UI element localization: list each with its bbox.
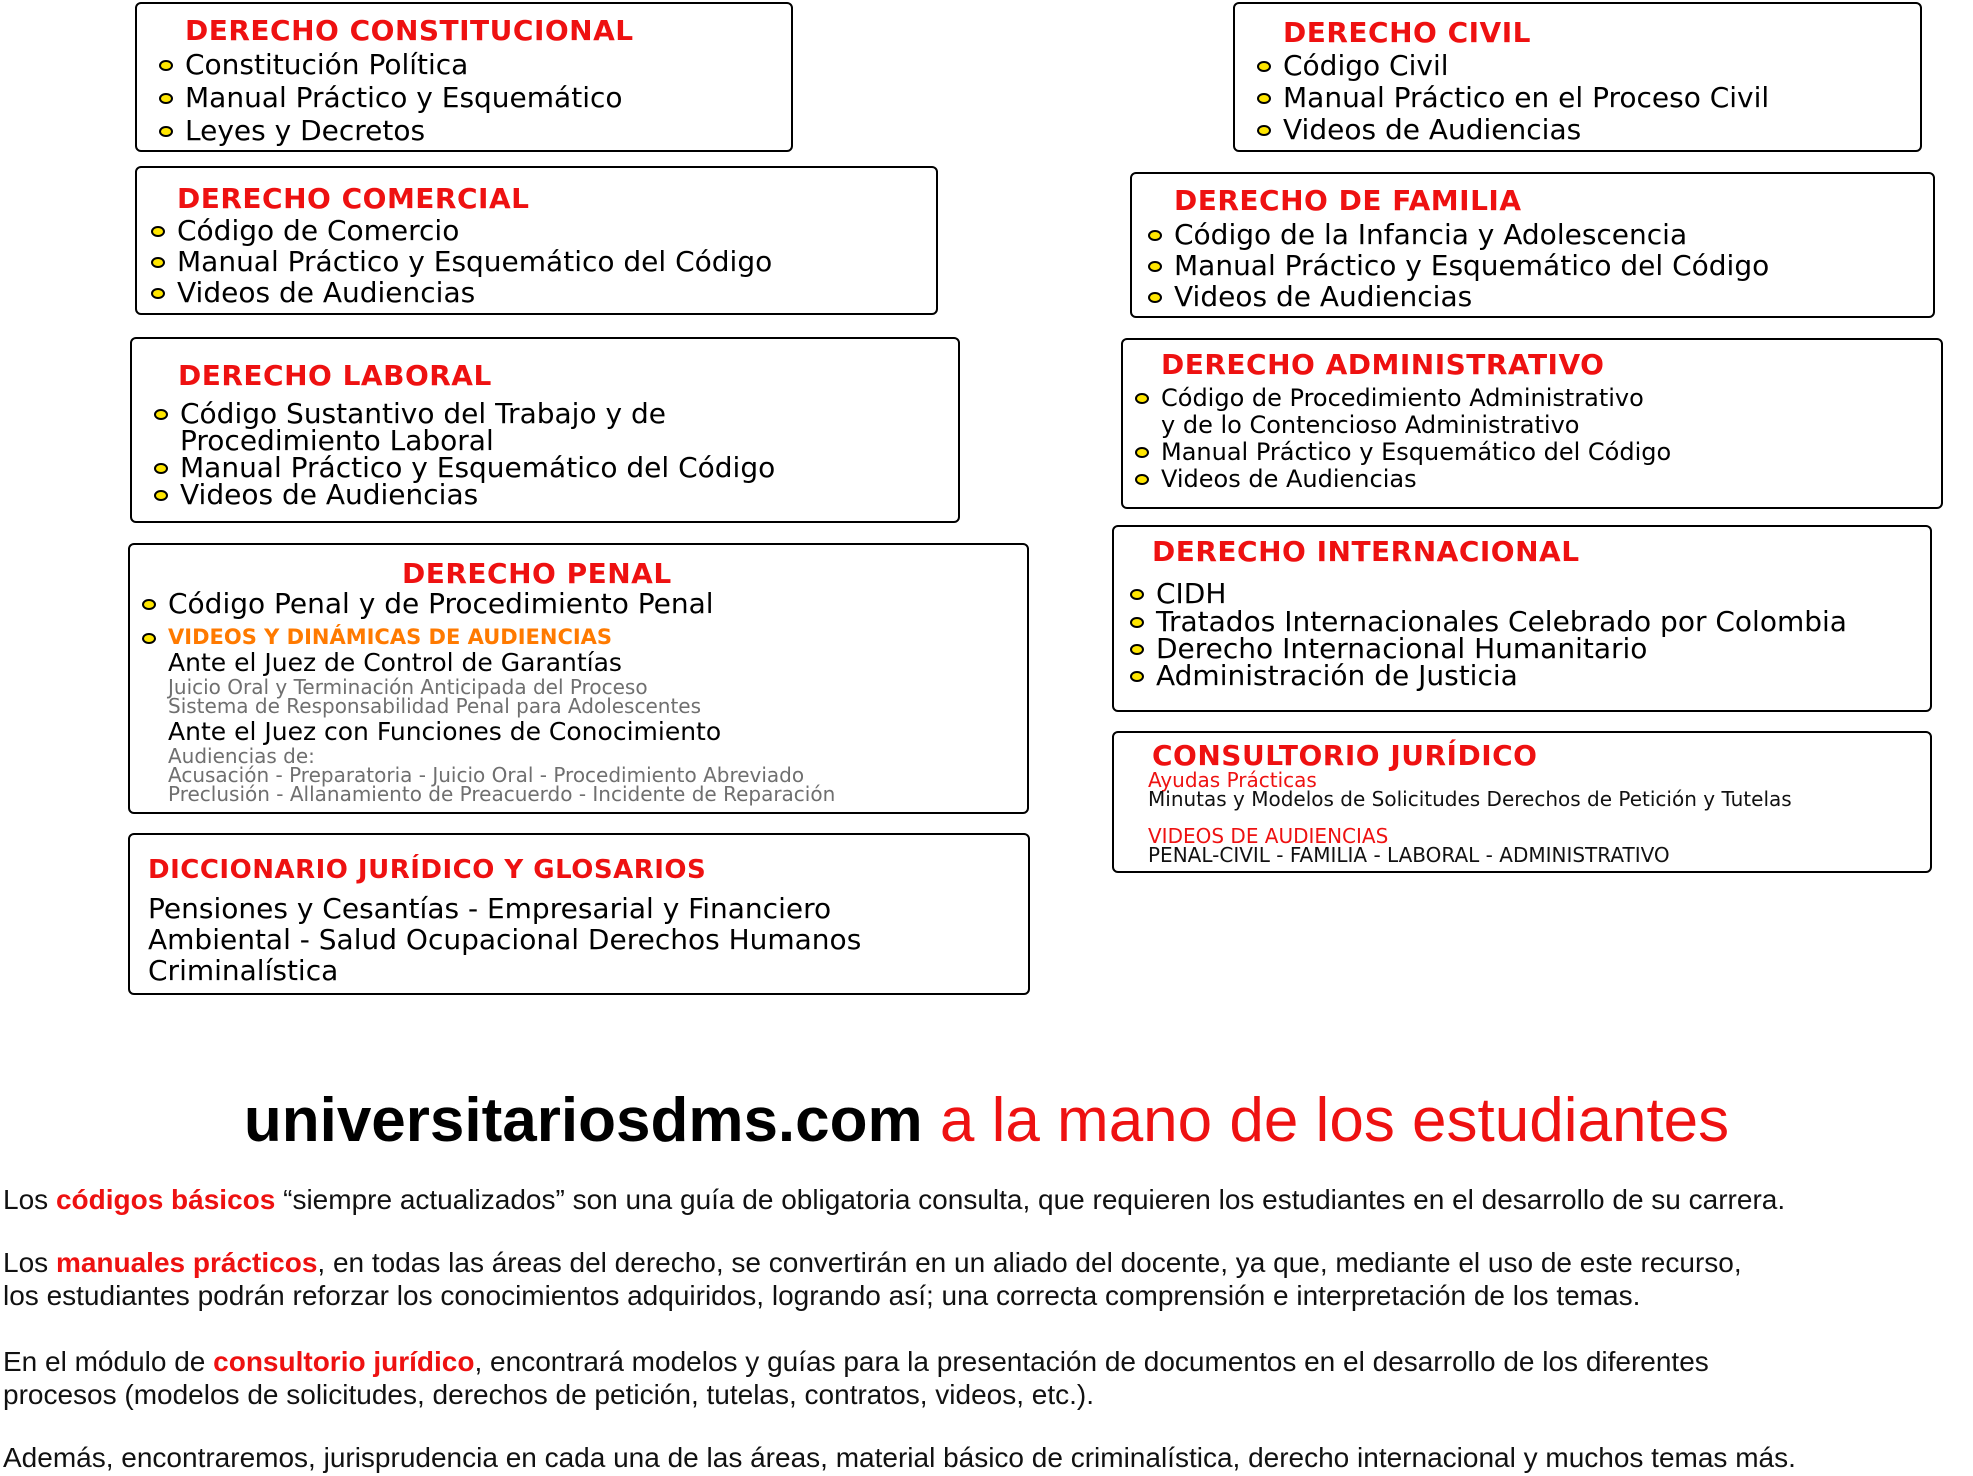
box-title: DERECHO ADMINISTRATIVO — [1161, 348, 1605, 381]
box-derecho-civil[interactable] — [1233, 2, 1922, 152]
list-item[interactable]: Administración de Justicia — [1156, 659, 1518, 692]
highlight-consultorio: consultorio jurídico — [213, 1346, 475, 1377]
conocimiento-heading[interactable]: Ante el Juez con Funciones de Conocimiento — [168, 717, 722, 746]
box-title: DERECHO CIVIL — [1283, 16, 1531, 49]
diccionario-line[interactable]: Ambiental - Salud Ocupacional Derechos Humanos — [148, 923, 862, 956]
list-item[interactable]: Constitución Política — [185, 48, 469, 81]
text-span: , encontrará modelos y guías para la presentación de documentos en el desarrollo de los diferentes — [474, 1346, 1709, 1377]
box-derecho-penal[interactable] — [128, 543, 1029, 814]
list-item[interactable]: Manual Práctico y Esquemático del Código — [1161, 438, 1672, 466]
box-title: DERECHO CONSTITUCIONAL — [185, 14, 634, 47]
videos-text[interactable]: PENAL-CIVIL - FAMILIA - LABORAL - ADMINISTRATIVO — [1148, 843, 1670, 867]
list-item-continuation[interactable]: y de lo Contencioso Administrativo — [1161, 411, 1580, 439]
list-item-continuation[interactable]: Procedimiento Laboral — [180, 424, 494, 457]
text-span: En el módulo de — [3, 1346, 214, 1377]
box-derecho-familia[interactable] — [1130, 172, 1935, 318]
list-item[interactable]: Manual Práctico en el Proceso Civil — [1283, 81, 1770, 114]
text-span: “siempre actualizados” son una guía de obligatoria consulta, que requieren los estudiantes en el desarrollo de su carrera. — [275, 1184, 1786, 1215]
paragraph-consultorio — [3, 1345, 1709, 1411]
box-title: DERECHO DE FAMILIA — [1174, 184, 1522, 217]
conocimiento-line[interactable]: Acusación - Preparatoria - Juicio Oral - Procedimiento Abreviado — [168, 763, 805, 787]
paragraph-codigos — [3, 1183, 1785, 1216]
bullet-dot — [142, 633, 156, 644]
box-derecho-internacional[interactable] — [1112, 525, 1932, 712]
list-item[interactable]: Leyes y Decretos — [185, 114, 426, 147]
ayudas-text[interactable]: Minutas y Modelos de Solicitudes Derechos de Petición y Tutelas — [1148, 787, 1792, 811]
diccionario-line[interactable]: Pensiones y Cesantías - Empresarial y Financiero — [148, 892, 832, 925]
list-item[interactable]: Tratados Internacionales Celebrado por Colombia — [1156, 605, 1847, 638]
text-span: procesos (modelos de solicitudes, derechos de petición, tutelas, contratos, videos, etc.). — [3, 1379, 1095, 1410]
box-derecho-laboral[interactable] — [130, 337, 960, 523]
list-item[interactable]: Videos de Audiencias — [1283, 113, 1582, 146]
conocimiento-line: Audiencias de: — [168, 744, 315, 768]
box-title: CONSULTORIO JURÍDICO — [1152, 739, 1538, 772]
list-item[interactable]: Código de Procedimiento Administrativo — [1161, 384, 1644, 412]
paragraph-ademas — [3, 1441, 1796, 1474]
box-diccionario[interactable] — [128, 833, 1030, 995]
list-item[interactable]: Videos de Audiencias — [177, 276, 476, 309]
list-item[interactable]: Código de Comercio — [177, 214, 460, 247]
box-derecho-comercial[interactable] — [135, 166, 938, 315]
list-item[interactable]: Manual Práctico y Esquemático — [185, 81, 623, 114]
list-item[interactable]: Código de la Infancia y Adolescencia — [1174, 218, 1688, 251]
list-item[interactable]: Manual Práctico y Esquemático del Código — [180, 451, 776, 484]
box-derecho-constitucional[interactable] — [135, 2, 793, 152]
text-span: los estudiantes podrán reforzar los conocimientos adquiridos, logrando así; una correcta comprensión e interpretación de los temas. — [3, 1280, 1641, 1311]
list-item[interactable]: Código Civil — [1283, 49, 1449, 82]
text-span: Los — [3, 1184, 56, 1215]
box-title: DICCIONARIO JURÍDICO Y GLOSARIOS — [148, 855, 707, 885]
conocimiento-line[interactable]: Preclusión - Allanamiento de Preacuerdo - Incidente de Reparación — [168, 782, 836, 806]
garantias-line[interactable]: Sistema de Responsabilidad Penal para Adolescentes — [168, 694, 702, 718]
list-item[interactable]: Manual Práctico y Esquemático del Código — [1174, 249, 1770, 282]
garantias-line[interactable]: Juicio Oral y Terminación Anticipada del Proceso — [168, 675, 648, 699]
highlight-codigos: códigos básicos — [55, 1184, 276, 1215]
highlight-manuales: manuales prácticos — [55, 1247, 318, 1278]
ayudas-label[interactable]: Ayudas Prácticas — [1148, 768, 1317, 792]
list-item[interactable]: Videos de Audiencias — [1174, 280, 1473, 313]
list-item[interactable]: Manual Práctico y Esquemático del Código — [177, 245, 773, 278]
list-item[interactable]: Derecho Internacional Humanitario — [1156, 632, 1648, 665]
text-span: Además, encontraremos, jurisprudencia en cada una de las áreas, material básico de criminalística, derecho internacional y muchos temas más. — [3, 1442, 1796, 1473]
list-item[interactable]: CIDH — [1156, 577, 1227, 610]
list-item[interactable]: Videos de Audiencias — [180, 478, 479, 511]
box-title: DERECHO COMERCIAL — [177, 182, 530, 215]
box-consultorio-juridico[interactable] — [1112, 731, 1932, 873]
box-title: DERECHO LABORAL — [178, 359, 492, 392]
videos-label[interactable]: VIDEOS DE AUDIENCIAS — [1148, 824, 1389, 848]
list-item[interactable]: Código Sustantivo del Trabajo y de — [180, 397, 666, 430]
site-name[interactable]: universitariosdms.com — [243, 1086, 923, 1155]
diccionario-line[interactable]: Criminalística — [148, 954, 339, 987]
paragraph-manuales — [3, 1246, 1742, 1312]
text-span: , en todas las áreas del derecho, se convertirán en un aliado del docente, ya que, mediante el uso de este recurso, — [317, 1247, 1742, 1278]
box-title: DERECHO INTERNACIONAL — [1152, 535, 1580, 568]
box-title: DERECHO PENAL — [402, 557, 672, 590]
list-item[interactable]: Código Penal y de Procedimiento Penal — [168, 587, 714, 620]
garantias-heading[interactable]: Ante el Juez de Control de Garantías — [168, 648, 622, 677]
list-item[interactable]: Videos de Audiencias — [1161, 465, 1417, 493]
box-derecho-administrativo[interactable] — [1121, 338, 1943, 509]
headline — [0, 1085, 1973, 1156]
videos-heading[interactable]: VIDEOS Y DINÁMICAS DE AUDIENCIAS — [168, 625, 613, 649]
text-span: Los — [3, 1247, 56, 1278]
tagline: a la mano de los estudiantes — [922, 1086, 1730, 1155]
